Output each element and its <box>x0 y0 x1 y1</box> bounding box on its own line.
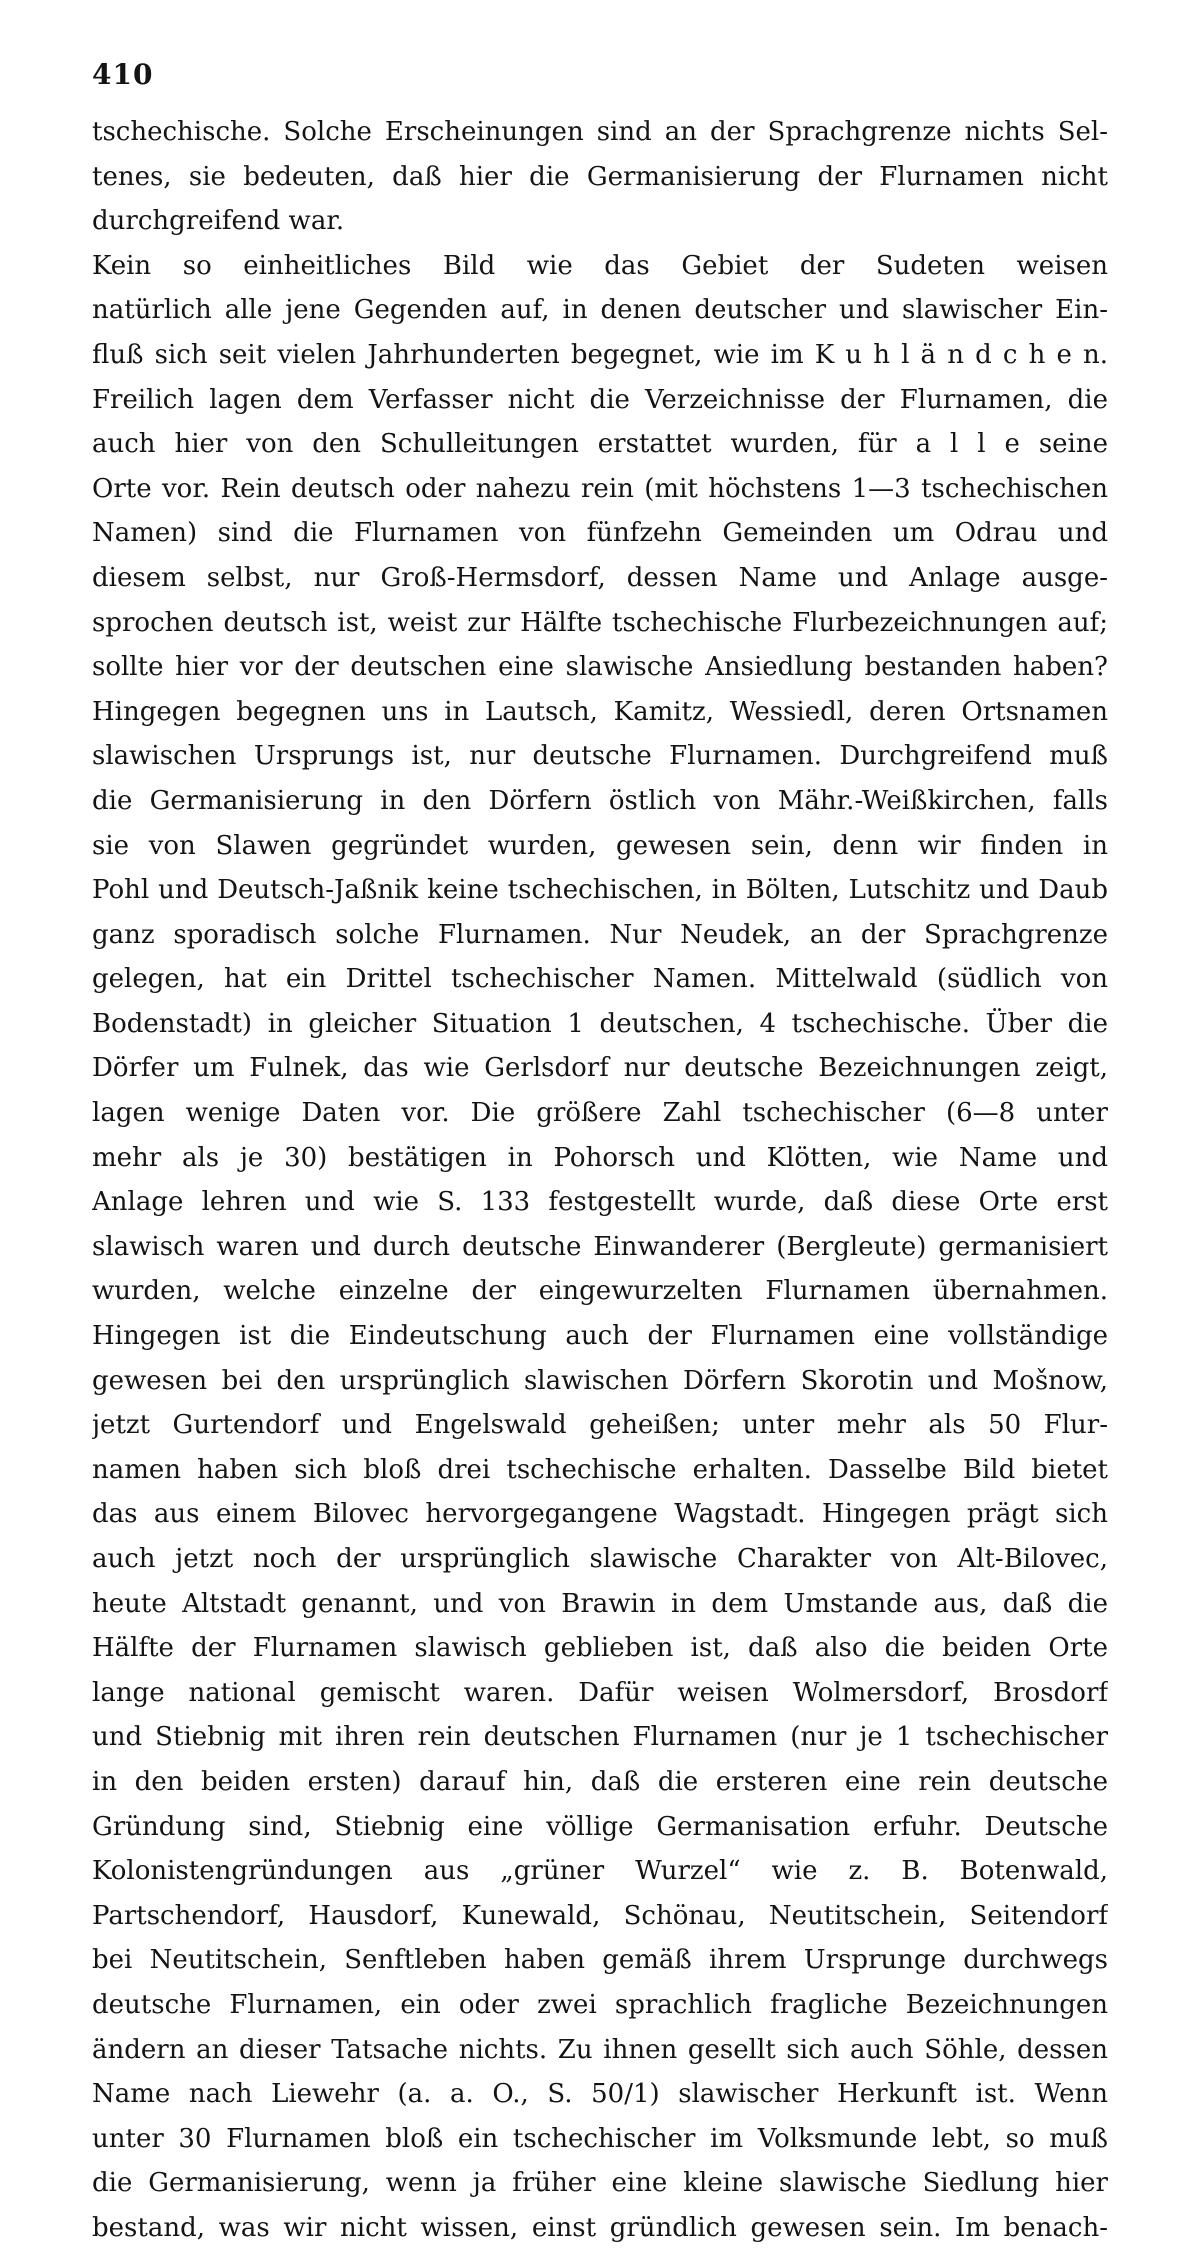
text-line: natürlich alle jene Gegenden auf, in denen deutscher und slawischer Ein- <box>92 295 1108 326</box>
text-line: Name nach Liewehr (a. a. O., S. 50/1) slawischer Herkunft ist. Wenn <box>92 2079 1108 2110</box>
text-line: slawisch waren und durch deutsche Einwanderer (Bergleute) germanisiert <box>92 1231 1108 1262</box>
text-line: fluß sich seit vielen Jahrhunderten begegnet, wie im K u h l ä n d c h e n. <box>92 339 1108 370</box>
text-line: deutsche Flurnamen, ein oder zwei sprachlich fragliche Bezeichnungen <box>92 1989 1108 2020</box>
text-line: heute Altstadt genannt, und von Brawin in dem Umstande aus, daß die <box>92 1588 1108 1619</box>
text-line: Dörfer um Fulnek, das wie Gerlsdorf nur deutsche Bezeichnungen zeigt, <box>92 1053 1108 1084</box>
text-line: Bodenstadt) in gleicher Situation 1 deutschen, 4 tschechische. Über die <box>92 1008 1108 1039</box>
text-line: ändern an dieser Tatsache nichts. Zu ihnen gesellt sich auch Söhle, dessen <box>92 2034 1108 2065</box>
text-line: Hingegen begegnen uns in Lautsch, Kamitz, Wessiedl, deren Ortsnamen <box>92 696 1108 727</box>
text-line: Partschendorf, Hausdorf, Kunewald, Schönau, Neutitschein, Seitendorf <box>92 1900 1108 1931</box>
text-line: unter 30 Flurnamen bloß ein tschechischer im Volksmunde lebt, so muß <box>92 2123 1108 2154</box>
page-number: 410 <box>92 58 154 91</box>
text-line: und Stiebnig mit ihren rein deutschen Flurnamen (nur je 1 tschechischer <box>92 1722 1108 1753</box>
text-line: Kolonistengründungen aus „grüner Wurzel“ wie z. B. Botenwald, <box>92 1856 1108 1887</box>
text-line: Hingegen ist die Eindeutschung auch der Flurnamen eine vollständige <box>92 1321 1108 1352</box>
text-line: Orte vor. Rein deutsch oder nahezu rein (mit höchstens 1—3 tschechischen <box>92 473 1108 504</box>
text-line: slawischen Ursprungs ist, nur deutsche Flurnamen. Durchgreifend muß <box>92 741 1108 772</box>
text-line: mehr als je 30) bestätigen in Pohorsch und Klötten, wie Name und <box>92 1142 1108 1173</box>
text-line: jetzt Gurtendorf und Engelswald geheißen; unter mehr als 50 Flur- <box>92 1410 1108 1441</box>
text-line: bei Neutitschein, Senftleben haben gemäß ihrem Ursprunge durchwegs <box>92 1945 1108 1976</box>
text-line: das aus einem Bilovec hervorgegangene Wagstadt. Hingegen prägt sich <box>92 1499 1108 1530</box>
text-line: Freilich lagen dem Verfasser nicht die Verzeichnisse der Flurnamen, die <box>92 384 1108 415</box>
text-line: Namen) sind die Flurnamen von fünfzehn Gemeinden um Odrau und <box>92 518 1108 549</box>
text-line: Anlage lehren und wie S. 133 festgestellt wurde, daß diese Orte erst <box>92 1187 1108 1218</box>
text-line: sie von Slawen gegründet wurden, gewesen sein, denn wir finden in <box>92 830 1108 861</box>
text-line: sollte hier vor der deutschen eine slawische Ansiedlung bestanden haben? <box>92 652 1108 683</box>
text-line: bestand, was wir nicht wissen, einst gründlich gewesen sein. Im benach- <box>92 2212 1108 2243</box>
text-line: durchgreifend war. <box>92 206 345 237</box>
text-line: namen haben sich bloß drei tschechische erhalten. Dasselbe Bild bietet <box>92 1454 1108 1485</box>
text-line: auch hier von den Schulleitungen erstattet wurden, für a l l e seine <box>92 429 1108 460</box>
text-line: Pohl und Deutsch-Jaßnik keine tschechischen, in Bölten, Lutschitz und Daub <box>92 875 1108 906</box>
text-line: ganz sporadisch solche Flurnamen. Nur Neudek, an der Sprachgrenze <box>92 919 1108 950</box>
text-line: in den beiden ersten) darauf hin, daß die ersteren eine rein deutsche <box>92 1766 1108 1797</box>
text-line: lange national gemischt waren. Dafür weisen Wolmersdorf, Brosdorf <box>92 1677 1108 1708</box>
text-line: tschechische. Solche Erscheinungen sind an der Sprachgrenze nichts Sel- <box>92 117 1108 147</box>
text-line: Kein so einheitliches Bild wie das Gebiet der Sudeten weisen <box>92 250 1108 281</box>
text-line: lagen wenige Daten vor. Die größere Zahl tschechischer (6—8 unter <box>92 1098 1108 1129</box>
text-line: die Germanisierung in den Dörfern östlich von Mähr.-Weißkirchen, falls <box>92 785 1108 816</box>
text-line: diesem selbst, nur Groß-Hermsdorf, dessen Name und Anlage ausge- <box>92 562 1108 593</box>
text-line: Hälfte der Flurnamen slawisch geblieben ist, daß also die beiden Orte <box>92 1633 1108 1664</box>
text-line: wurden, welche einzelne der eingewurzelten Flurnamen übernahmen. <box>92 1276 1108 1307</box>
body-text <box>92 110 1108 2251</box>
text-line: tenes, sie bedeuten, daß hier die Germanisierung der Flurnamen nicht <box>92 161 1108 192</box>
text-line: gelegen, hat ein Drittel tschechischer Namen. Mittelwald (südlich von <box>92 964 1108 995</box>
text-line: auch jetzt noch der ursprünglich slawische Charakter von Alt-Bilovec, <box>92 1544 1108 1574</box>
text-line: Gründung sind, Stiebnig eine völlige Germanisation erfuhr. Deutsche <box>92 1811 1108 1842</box>
text-line: gewesen bei den ursprünglich slawischen Dörfern Skorotin und Mošnow, <box>92 1365 1108 1396</box>
text-line: sprochen deutsch ist, weist zur Hälfte tschechische Flurbezeichnungen auf; <box>92 607 1108 638</box>
text-line: die Germanisierung, wenn ja früher eine kleine slawische Siedlung hier <box>92 2168 1108 2199</box>
